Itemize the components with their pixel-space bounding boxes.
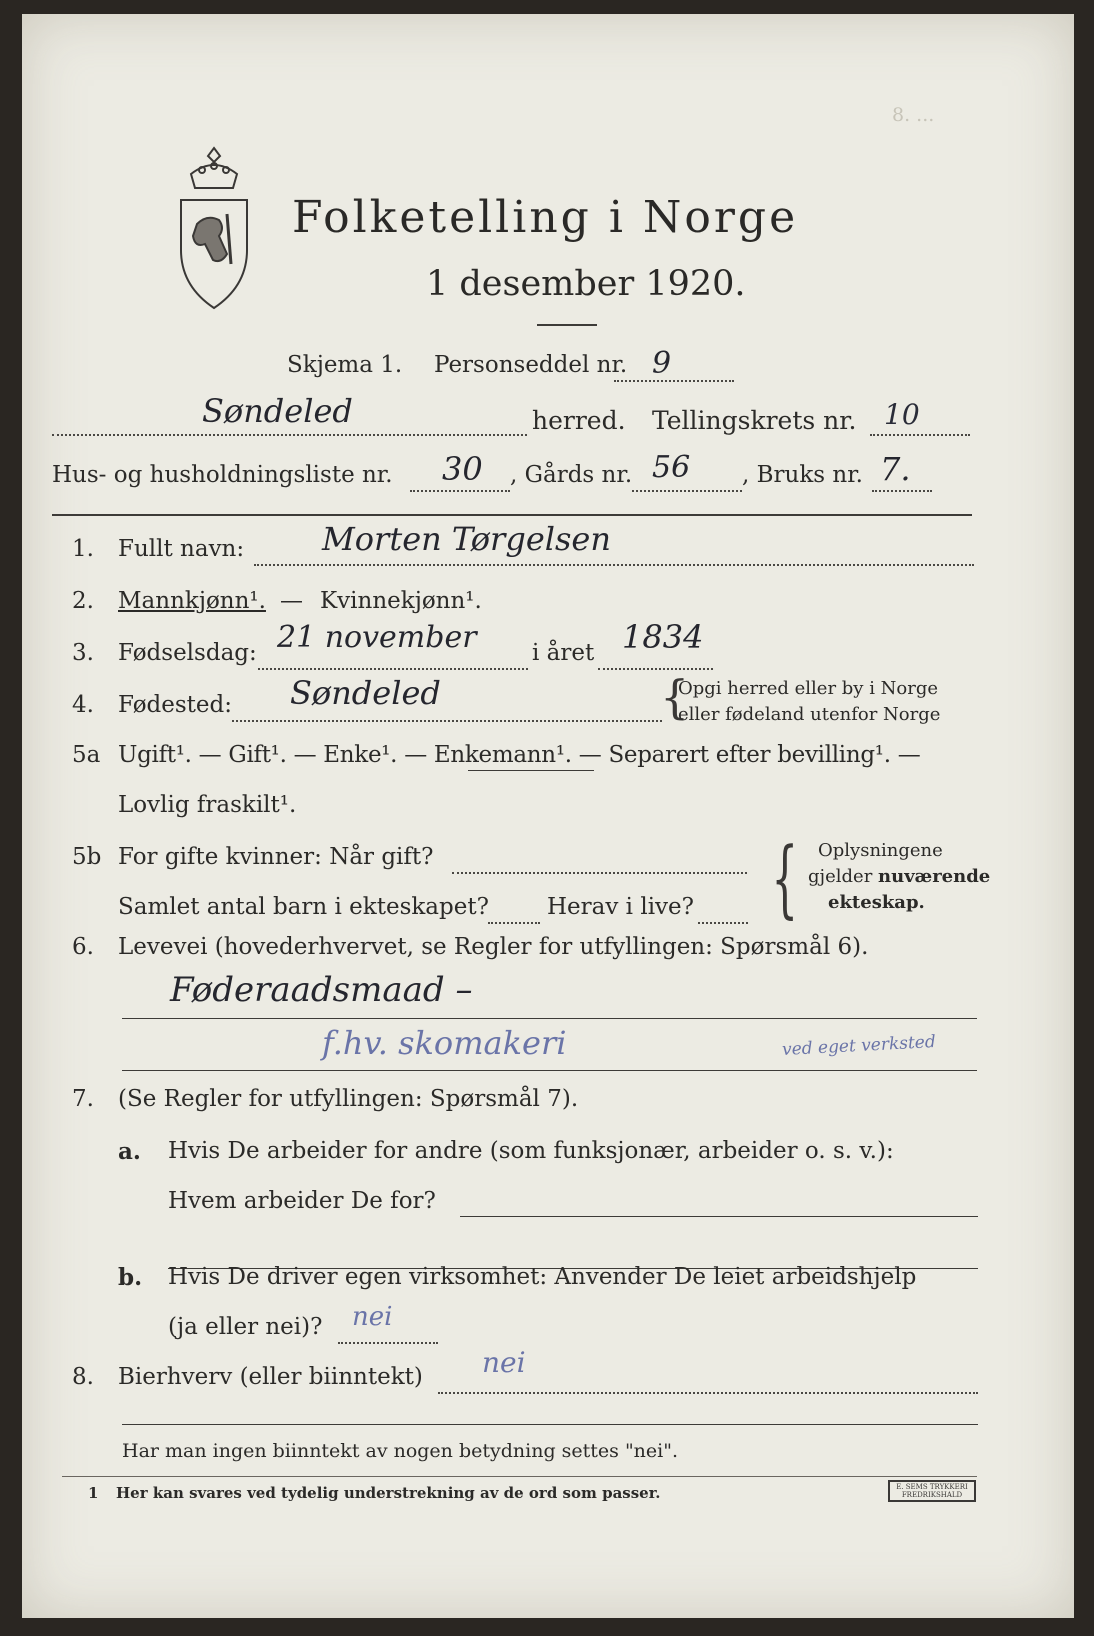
bruks-label: , Bruks nr. [742,462,863,488]
q7-label: (Se Regler for utfyllingen: Spørsmål 7). [118,1086,579,1112]
birthplace-brace: { [660,670,690,724]
q5a-number: 5a [72,742,101,768]
q7-number: 7. [72,1086,94,1112]
side-income-value: nei [482,1346,526,1379]
printer-stamp: E. SEMS TRYKKERI FREDRIKSHALD [888,1480,976,1502]
employer-field-1[interactable] [460,1216,978,1217]
full-name-value: Morten Tørgelsen [322,520,611,558]
census-form-page [22,14,1074,1618]
q2-number: 2. [72,588,94,614]
footnote-text: Her kan svares ved tydelig understrekning av de ord som passer. [116,1484,661,1502]
hired-help-value: nei [352,1302,393,1332]
marital-status-divorced[interactable]: Lovlig fraskilt¹. [118,792,297,818]
occupation-line-2[interactable] [122,1070,977,1071]
gender-separator: — [280,588,303,614]
bruks-value: 7. [880,450,911,488]
q7b-letter: b. [118,1264,143,1291]
children-total-field[interactable] [488,922,540,924]
marriage-note-2b: nuværende [878,866,991,887]
q7a-text-1: Hvis De arbeider for andre (som funksjonær, arbeider o. s. v.): [168,1138,894,1164]
q1-label: Fullt navn: [118,536,245,562]
herred-label: herred. [532,406,626,435]
hus-label: Hus- og husholdningsliste nr. [52,462,393,488]
q8-number: 8. [72,1364,94,1390]
birthday-field[interactable] [258,668,528,670]
q4-number: 4. [72,692,94,718]
female-option[interactable]: Kvinnekjønn¹. [320,588,482,614]
birthyear-value: 1834 [622,618,704,656]
personseddel-label: Personseddel nr. [434,352,628,378]
q6-label: Levevei (hovederhvervet, se Regler for utfyllingen: Spørsmål 6). [118,934,869,960]
birthplace-field[interactable] [232,720,662,722]
footer-note: Har man ingen biinntekt av nogen betydning settes "nei". [122,1440,679,1462]
children-alive-label: Herav i live? [547,894,694,920]
birthplace-value: Søndeled [290,674,441,712]
birthyear-label: i året [532,640,595,666]
q5b-number: 5b [72,844,102,870]
q8-label: Bierhverv (eller biinntekt) [118,1364,423,1390]
tellingskrets-label: Tellingskrets nr. [652,406,857,435]
footer-rule [62,1476,977,1477]
birthplace-note-2: eller fødeland utenfor Norge [678,704,941,725]
q6-number: 6. [72,934,94,960]
tellingskrets-value: 10 [884,398,920,431]
herred-field[interactable] [52,434,527,436]
personseddel-value: 9 [652,346,672,381]
header-divider [52,514,972,516]
q7b-text-2: (ja eller nei)? [168,1314,323,1340]
footnote-number: 1 [88,1484,99,1502]
tellingskrets-field[interactable] [870,434,970,436]
bleed-through-text: 8. ... [892,104,935,126]
form-title: Folketelling i Norge [292,192,799,243]
marriage-note-1: Oplysningene [818,840,943,861]
q3-number: 3. [72,640,94,666]
gards-field[interactable] [632,490,742,492]
hus-field[interactable] [410,490,510,492]
gards-label: , Gårds nr. [510,462,633,488]
norway-coat-of-arms-icon [167,144,262,314]
side-income-line-2[interactable] [122,1424,978,1425]
birthday-value: 21 november [277,620,477,655]
children-alive-field[interactable] [698,922,748,924]
gards-value: 56 [652,450,691,485]
hired-help-field[interactable] [338,1342,438,1344]
marriage-note-brace: { [771,829,799,927]
enkemann-underline [468,770,594,771]
q7a-letter: a. [118,1138,141,1165]
marriage-note-3: ekteskap. [828,892,925,913]
q7a-text-2: Hvem arbeider De for? [168,1188,436,1214]
marriage-note-2a: gjelder [808,866,879,887]
side-income-field[interactable] [438,1392,978,1394]
q3-label: Fødselsdag: [118,640,257,666]
census-date: 1 desember 1920. [426,264,746,304]
male-option[interactable]: Mannkjønn¹. [118,588,266,614]
q7b-text-1: Hvis De driver egen virksomhet: Anvender De leiet arbeidshjelp [168,1264,917,1290]
herred-value: Søndeled [202,392,353,430]
birthplace-note-1: Opgi herred eller by i Norge [678,678,939,699]
occupation-value-2: f.hv. skomakeri [322,1024,567,1062]
schema-label: Skjema 1. [287,352,403,378]
married-when-label: For gifte kvinner: Når gift? [118,844,434,870]
bruks-field[interactable] [872,490,932,492]
q4-label: Fødested: [118,692,233,718]
occupation-line-1[interactable] [122,1018,977,1019]
hus-value: 30 [442,450,483,488]
q1-number: 1. [72,536,94,562]
marital-status-options[interactable]: Ugift¹. — Gift¹. — Enke¹. — Enkemann¹. — Separert efter bevilling¹. — [118,742,921,768]
title-rule [537,324,597,326]
children-total-label: Samlet antal barn i ekteskapet? [118,894,489,920]
occupation-value-3: ved eget verksted [781,1031,937,1061]
married-when-field[interactable] [452,872,747,874]
birthyear-field[interactable] [598,668,713,670]
personseddel-field[interactable] [614,380,734,382]
occupation-value-1: Føderaadsmaad – [170,970,473,1010]
full-name-field[interactable] [254,564,974,566]
